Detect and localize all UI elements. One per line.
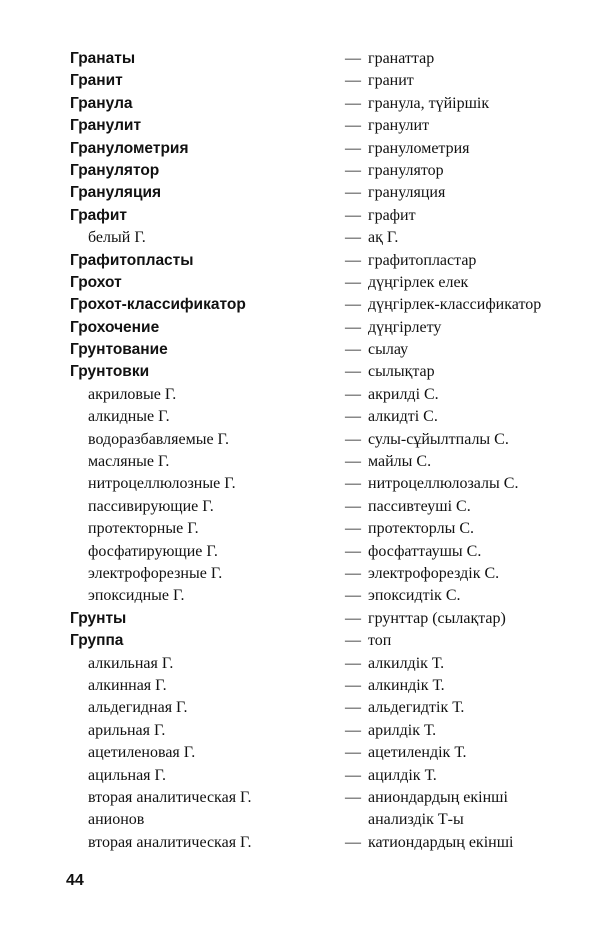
translation: графит	[368, 206, 416, 224]
dictionary-entry	[70, 429, 590, 451]
headword: Грохот-классификатор	[70, 296, 246, 314]
translation: акрилді С.	[368, 385, 439, 403]
subentry-term: эпоксидные Г.	[88, 587, 185, 605]
translation: алкидті С.	[368, 408, 438, 426]
subentry-term: пассивирующие Г.	[88, 497, 214, 515]
headword: Графит	[70, 206, 127, 224]
dictionary-entry	[70, 317, 590, 339]
headword: Грунты	[70, 609, 127, 627]
dictionary-entry	[70, 384, 590, 406]
headword: Гранулятор	[70, 161, 160, 179]
entry-dash: —	[345, 273, 361, 291]
translation: гранулометрия	[368, 139, 470, 157]
entry-dash: —	[345, 766, 361, 784]
subentry-term: альдегидная Г.	[88, 699, 188, 717]
entry-dash: —	[345, 184, 361, 202]
entry-dash: —	[345, 587, 361, 605]
translation: эпоксидтік С.	[368, 587, 461, 605]
translation: аниондардың екінші	[368, 788, 508, 806]
subentry-term: нитроцеллюлозные Г.	[88, 475, 236, 493]
entry-dash: —	[345, 453, 361, 471]
translation: гранулит	[368, 117, 430, 135]
entry-dash: —	[345, 296, 361, 314]
entry-dash: —	[345, 676, 361, 694]
translation: пассивтеуші С.	[368, 497, 471, 515]
entry-dash: —	[345, 363, 361, 381]
dictionary-entry	[70, 205, 590, 227]
dictionary-entry	[70, 608, 590, 630]
entry-dash: —	[345, 341, 361, 359]
translation: графитопластар	[368, 251, 477, 269]
entry-dash: —	[345, 50, 361, 67]
dictionary-entry	[70, 93, 590, 115]
translation: катиондардың екінші	[368, 833, 514, 851]
dictionary-entry	[70, 675, 590, 697]
translation: сылықтар	[368, 363, 435, 381]
subentry-term: анионов	[88, 811, 145, 829]
entry-dash: —	[345, 229, 361, 247]
translation: фосфаттаушы С.	[368, 542, 482, 560]
dictionary-entry	[70, 563, 590, 585]
dictionary-entry	[70, 585, 590, 607]
entry-dash: —	[345, 721, 361, 739]
translation: грунттар (сылақтар)	[368, 609, 506, 627]
dictionary-entry	[70, 787, 590, 809]
dictionary-entry	[70, 451, 590, 473]
dictionary-entry	[70, 742, 590, 764]
translation: майлы С.	[368, 453, 432, 471]
dictionary-entry	[70, 541, 590, 563]
dictionary-entry	[70, 115, 590, 137]
subentry-term: вторая аналитическая Г.	[88, 788, 252, 806]
headword: Гранит	[70, 72, 123, 90]
translation: ақ Г.	[368, 229, 399, 247]
subentry-term: протекторные Г.	[88, 520, 199, 538]
translation: нитроцеллюлозалы С.	[368, 475, 519, 493]
subentry-term: масляные Г.	[88, 453, 170, 471]
subentry-term: арильная Г.	[88, 721, 166, 739]
page-number: 44	[66, 872, 84, 889]
translation: грануляция	[368, 184, 446, 202]
translation: дүңгірлету	[368, 318, 442, 336]
entry-dash: —	[345, 94, 361, 112]
dictionary-entry	[70, 496, 590, 518]
dictionary-entry	[70, 518, 590, 540]
headword: Графитопласты	[70, 251, 194, 269]
translation: дүңгірлек-классификатор	[368, 296, 542, 314]
headword: Грохот	[70, 273, 122, 291]
subentry-term: алкинная Г.	[88, 676, 167, 694]
dictionary-entry	[70, 720, 590, 742]
entry-dash: —	[345, 699, 361, 717]
entry-dash: —	[345, 139, 361, 157]
dictionary-entry	[70, 250, 590, 272]
headword: Группа	[70, 632, 124, 650]
entry-dash: —	[345, 833, 361, 851]
headword: Грохочение	[70, 318, 160, 336]
entry-dash: —	[345, 744, 361, 762]
translation: гранаттар	[368, 50, 435, 67]
dictionary-entry	[70, 70, 590, 92]
dictionary-entry	[70, 697, 590, 719]
dictionary-entry	[70, 630, 590, 652]
subentry-term: электрофорезные Г.	[88, 564, 223, 582]
dictionary-entry	[70, 832, 590, 854]
subentry-term: фосфатирующие Г.	[88, 542, 218, 560]
translation: протекторлы С.	[368, 520, 474, 538]
subentry-term: водоразбавляемые Г.	[88, 430, 229, 448]
headword: Гранулометрия	[70, 139, 189, 157]
entry-dash: —	[345, 385, 361, 403]
translation: сылау	[368, 341, 409, 359]
entry-dash: —	[345, 520, 361, 538]
dictionary-entry	[70, 48, 590, 70]
entry-dash: —	[345, 251, 361, 269]
subentry-term: алкидные Г.	[88, 408, 170, 426]
headword: Грунтовки	[70, 363, 150, 381]
entry-dash: —	[345, 117, 361, 135]
translation: гранула, түйіршік	[368, 94, 490, 112]
entry-dash: —	[345, 788, 361, 806]
entry-dash: —	[345, 542, 361, 560]
headword: Гранула	[70, 94, 133, 112]
headword: Грануляция	[70, 184, 162, 202]
dictionary-entry	[70, 138, 590, 160]
translation: гранулятор	[368, 161, 444, 179]
translation: ацилдік Т.	[368, 766, 437, 784]
dictionary-entry	[70, 406, 590, 428]
dictionary-entry	[70, 809, 590, 831]
translation: арилдік Т.	[368, 721, 437, 739]
entry-dash: —	[345, 654, 361, 672]
dictionary-entry	[70, 160, 590, 182]
entry-dash: —	[345, 318, 361, 336]
dictionary-entry	[70, 765, 590, 787]
entry-dash: —	[345, 564, 361, 582]
entry-dash: —	[345, 475, 361, 493]
translation: дүңгірлек елек	[368, 273, 469, 291]
headword: Гранулит	[70, 117, 142, 135]
headword: Грунтование	[70, 341, 168, 359]
entry-dash: —	[345, 632, 361, 650]
subentry-term: акриловые Г.	[88, 385, 177, 403]
dictionary-entry	[70, 653, 590, 675]
translation: анализдік Т-ы	[368, 811, 464, 829]
translation: ацетилендік Т.	[368, 744, 467, 762]
entry-dash: —	[345, 206, 361, 224]
subentry-term: ацетиленовая Г.	[88, 744, 196, 762]
entry-dash: —	[345, 408, 361, 426]
entry-dash: —	[345, 72, 361, 90]
entry-list	[70, 48, 590, 854]
translation: электрофорездік С.	[368, 564, 500, 582]
translation: топ	[368, 632, 392, 650]
translation: альдегидтік Т.	[368, 699, 465, 717]
subentry-term: белый Г.	[88, 229, 146, 247]
dictionary-entry	[70, 473, 590, 495]
entry-dash: —	[345, 430, 361, 448]
entry-dash: —	[345, 161, 361, 179]
dictionary-entry	[70, 294, 590, 316]
entry-dash: —	[345, 609, 361, 627]
translation: алкиндік Т.	[368, 676, 445, 694]
entry-dash: —	[345, 497, 361, 515]
subentry-term: ацильная Г.	[88, 766, 166, 784]
translation: алкилдік Т.	[368, 654, 445, 672]
dictionary-entry	[70, 272, 590, 294]
subentry-term: вторая аналитическая Г.	[88, 833, 252, 851]
subentry-term: алкильная Г.	[88, 654, 174, 672]
translation: гранит	[368, 72, 414, 90]
dictionary-entry	[70, 339, 590, 361]
translation: сулы-сұйылтпалы С.	[368, 430, 509, 448]
dictionary-entry	[70, 227, 590, 249]
headword: Гранаты	[70, 50, 136, 67]
dictionary-entry	[70, 182, 590, 204]
dictionary-entry	[70, 361, 590, 383]
